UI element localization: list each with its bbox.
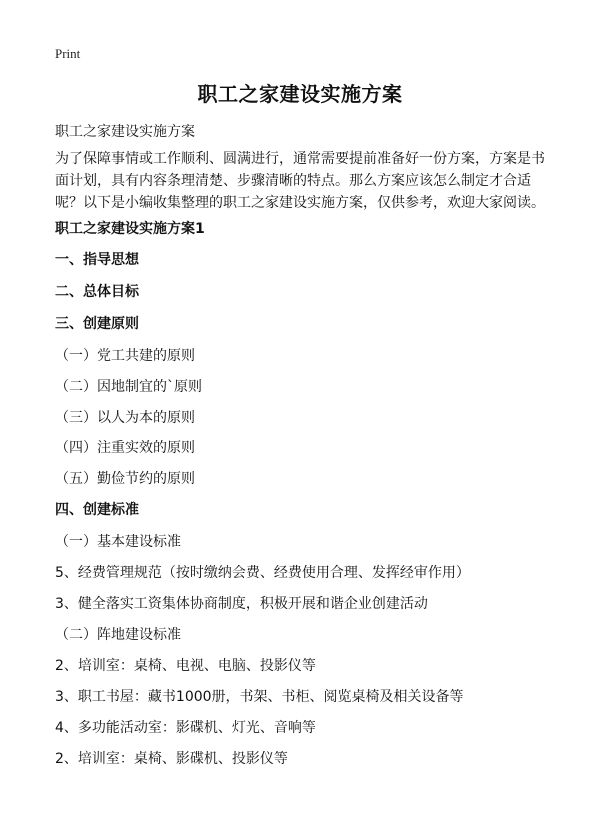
heading-overall-goal: 二、总体目标 (55, 284, 139, 300)
standard-item: 2、培训室：桌椅、影碟机、投影仪等 (55, 751, 288, 767)
standard-subheading: （一）基本建设标准 (55, 534, 181, 550)
principle-item: （二）因地制宜的`原则 (55, 379, 202, 395)
heading-creation-standards: 四、创建标准 (55, 502, 139, 518)
heading-creation-principles: 三、创建原则 (55, 316, 139, 332)
heading-guiding-thought: 一、指导思想 (55, 252, 139, 268)
standard-item: 4、多功能活动室：影碟机、灯光、音响等 (55, 720, 316, 736)
principle-item: （五）勤俭节约的原则 (55, 471, 195, 487)
principle-item: （三）以人为本的原则 (55, 410, 195, 426)
section-title: 职工之家建设实施方案1 (55, 221, 205, 237)
intro-paragraph: 为了保障事情或工作顺利、圆满进行，通常需要提前准备好一份方案，方案是书面计划，具有内容条理清楚、步骤清晰的特点。那么方案应该怎么制定才合适呢？以下是小编收集整理的职工之家建设实施方案，仅供参考，欢迎大家阅读。 (55, 151, 545, 211)
principle-item: （四）注重实效的原则 (55, 440, 195, 456)
standard-item: 2、培训室：桌椅、电视、电脑、投影仪等 (55, 658, 316, 674)
principle-item: （一）党工共建的原则 (55, 348, 195, 364)
standard-item: 3、职工书屋：藏书1000册，书架、书柜、阅览桌椅及相关设备等 (55, 689, 464, 705)
standard-item: 3、健全落实工资集体协商制度，积极开展和谐企业创建活动 (55, 596, 428, 612)
standard-subheading: （二）阵地建设标准 (55, 627, 181, 643)
print-label: Print (55, 46, 81, 61)
page-title: 职工之家建设实施方案 (197, 82, 403, 106)
standard-item: 5、经费管理规范（按时缴纳会费、经费使用合理、发挥经审作用） (55, 565, 470, 581)
document-subtitle: 职工之家建设实施方案 (55, 124, 195, 140)
